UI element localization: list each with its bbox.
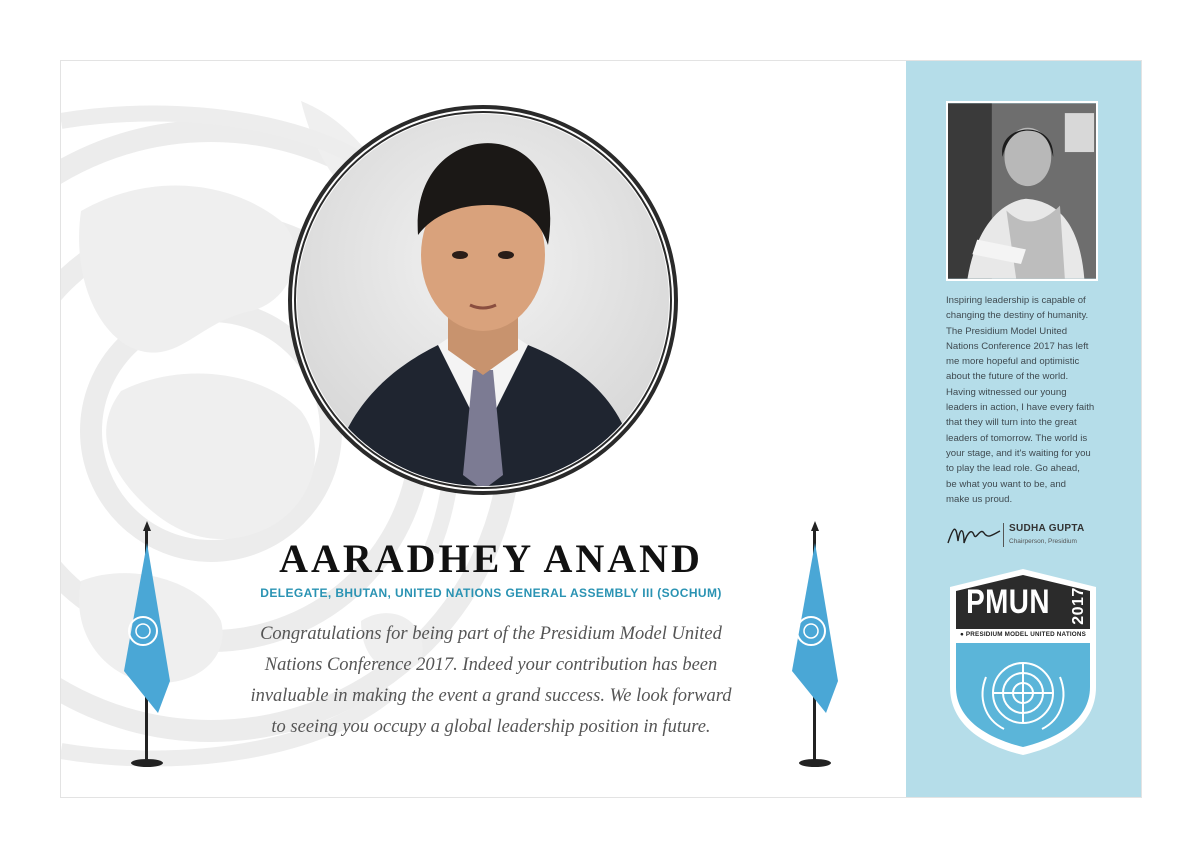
un-flag-icon bbox=[786, 521, 846, 771]
quote-line: about the future of the world. bbox=[946, 371, 1069, 383]
chairperson-sidebar bbox=[906, 61, 1141, 797]
quote-line: that they will turn into the great bbox=[946, 417, 1077, 429]
handwritten-signature bbox=[946, 521, 1002, 549]
certificate-card bbox=[60, 60, 1142, 798]
signatory-title: Chairperson, Presidium bbox=[1009, 538, 1077, 545]
quote-line: Having witnessed our young bbox=[946, 386, 1067, 398]
quote-line: your stage, and it's waiting for you bbox=[946, 447, 1091, 459]
signatory-name: SUDHA GUPTA bbox=[1009, 523, 1085, 534]
message-line: invaluable in making the event a grand success. We look forward bbox=[250, 686, 732, 706]
recipient-designation: DELEGATE, BHUTAN, UNITED NATIONS GENERAL ASSEMBLY III (SOCHUM) bbox=[260, 586, 722, 600]
quote-line: The Presidium Model United bbox=[946, 325, 1068, 337]
quote-line: to play the lead role. Go ahead, bbox=[946, 463, 1080, 475]
quote-line: be what you want to be, and bbox=[946, 478, 1067, 490]
quote-line: Nations Conference 2017 has left bbox=[946, 340, 1089, 352]
chairperson-photo bbox=[946, 101, 1098, 281]
quote-line: me more hopeful and optimistic bbox=[946, 356, 1080, 368]
signature-divider bbox=[1003, 523, 1004, 547]
message-line: Nations Conference 2017. Indeed your contribution has been bbox=[264, 655, 718, 675]
badge-tagline: ● PRESIDIUM MODEL UNITED NATIONS bbox=[959, 631, 1087, 638]
un-flag-icon bbox=[118, 521, 178, 771]
badge-year: 2017 bbox=[1069, 587, 1087, 625]
quote-line: changing the destiny of humanity. bbox=[946, 310, 1089, 322]
recipient-name: AARADHEY ANAND bbox=[279, 536, 703, 581]
message-line: Congratulations for being part of the Presidium Model United bbox=[260, 624, 722, 644]
chairperson-quote bbox=[946, 293, 1106, 507]
quote-line: make us proud. bbox=[946, 493, 1013, 505]
quote-line: Inspiring leadership is capable of bbox=[946, 295, 1086, 306]
quote-line: leaders of tomorrow. The world is bbox=[946, 432, 1088, 444]
congratulation-message bbox=[201, 619, 781, 743]
signature-block bbox=[946, 521, 1106, 551]
quote-line: leaders in action, I have every faith bbox=[946, 402, 1095, 414]
pmun-badge bbox=[948, 567, 1098, 757]
message-line: to seeing you occupy a global leadership position in future. bbox=[271, 717, 711, 737]
delegate-portrait bbox=[288, 105, 678, 495]
badge-wordmark: PMUN bbox=[966, 583, 1050, 621]
